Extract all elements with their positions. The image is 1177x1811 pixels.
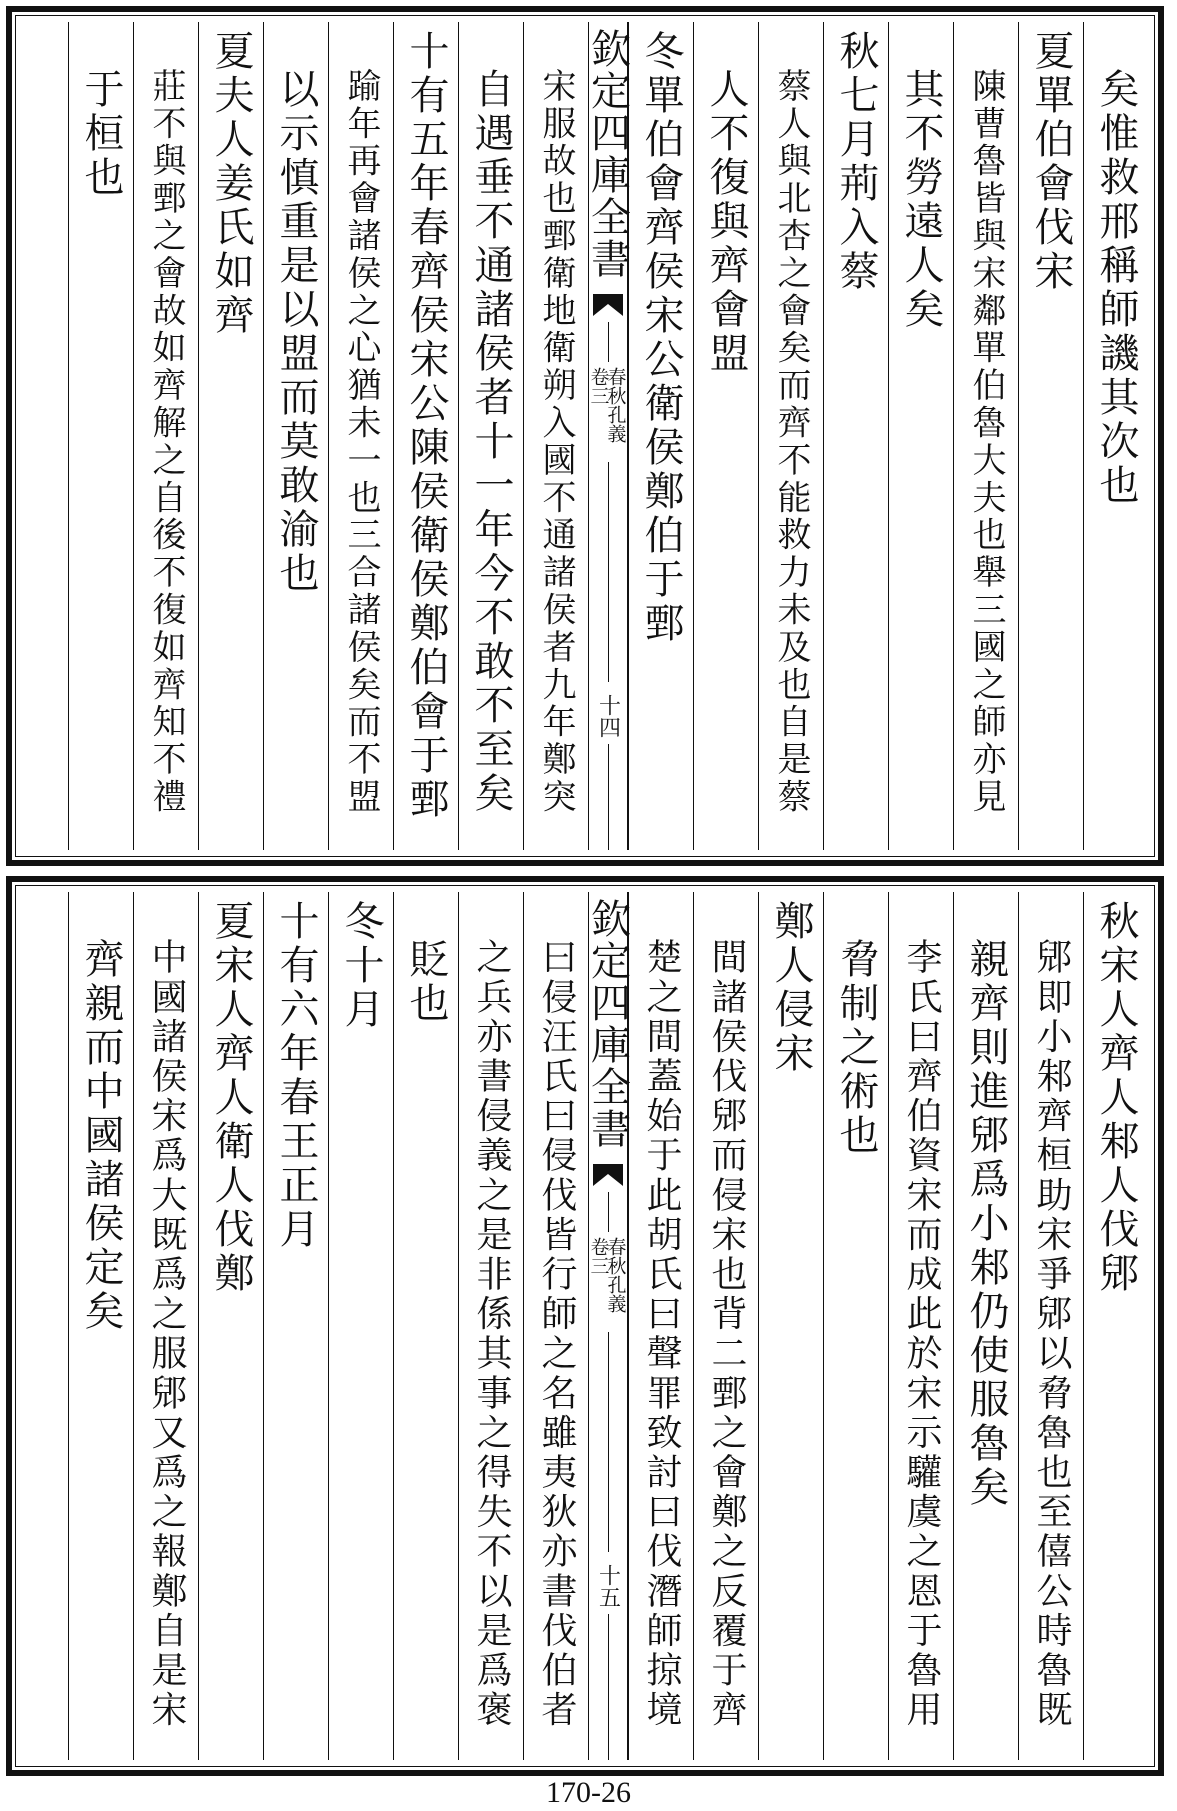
text-column bbox=[393, 892, 458, 1760]
commentary-text: 矣惟救邢稱師譏其次也 bbox=[1093, 68, 1139, 508]
text-column bbox=[1083, 22, 1148, 850]
text-column bbox=[68, 22, 133, 850]
commentary-text: 其不勞遠人矣 bbox=[898, 68, 944, 332]
center-rule bbox=[608, 1332, 609, 1552]
commentary-text: 曰侵汪氏曰侵伐皆行師之名雖夷狄亦書伐伯者 bbox=[536, 938, 577, 1730]
center-rule bbox=[608, 744, 609, 850]
text-column bbox=[953, 892, 1018, 1760]
commentary-text: 于桓也 bbox=[78, 68, 124, 200]
commentary-text: 齊親而中國諸侯定矣 bbox=[78, 938, 124, 1334]
text-column bbox=[1018, 22, 1083, 850]
text-column bbox=[628, 22, 693, 850]
center-rule bbox=[608, 322, 609, 362]
text-column bbox=[693, 22, 758, 850]
text-column bbox=[1018, 892, 1083, 1760]
commentary-text: 中國諸侯宋爲大既爲之服郳又爲之報鄭自是宋 bbox=[146, 938, 187, 1730]
text-column bbox=[758, 22, 823, 850]
classic-text: 冬單伯會齊侯宋公衛侯鄭伯于鄄 bbox=[638, 30, 684, 646]
classic-text: 夏宋人齊人衛人伐鄭 bbox=[208, 900, 254, 1296]
text-column bbox=[198, 22, 263, 850]
commentary-text: 間諸侯伐郳而侵宋也背二鄄之會鄭之反覆于齊 bbox=[706, 938, 747, 1730]
text-column bbox=[133, 22, 198, 850]
text-column bbox=[68, 892, 133, 1760]
commentary-text: 人不復與齊會盟 bbox=[703, 68, 749, 376]
commentary-text: 宋服故也鄄衛地衛朔入國不通諸侯者九年鄭突 bbox=[536, 68, 576, 816]
series-title: 欽定四庫全書 bbox=[584, 28, 631, 280]
classic-text: 夏單伯會伐宋 bbox=[1028, 30, 1074, 294]
classic-text: 鄭人侵宋 bbox=[768, 900, 814, 1076]
text-column bbox=[823, 22, 888, 850]
commentary-text: 親齊則進郳爲小邾仍使服魯矣 bbox=[963, 938, 1009, 1510]
text-column bbox=[133, 892, 198, 1760]
work-title: 春秋孔義 bbox=[604, 367, 627, 443]
center-header-column bbox=[584, 22, 631, 850]
work-title: 春秋孔義 bbox=[604, 1237, 627, 1313]
text-column bbox=[393, 22, 458, 850]
lower-page bbox=[6, 876, 1164, 1776]
text-column bbox=[328, 892, 393, 1760]
commentary-text: 郳即小邾齊桓助宋爭郳以脅魯也至僖公時魯既 bbox=[1031, 938, 1072, 1730]
center-rule bbox=[608, 1192, 609, 1232]
folio-number: 十四 bbox=[595, 694, 621, 738]
text-column bbox=[758, 892, 823, 1760]
commentary-text: 莊不與鄄之會故如齊解之自後不復如齊知不禮 bbox=[146, 68, 186, 816]
text-column bbox=[1083, 892, 1148, 1760]
commentary-text: 脅制之術也 bbox=[833, 938, 879, 1158]
commentary-text: 之兵亦書侵義之是非係其事之得失不以是爲褒 bbox=[471, 938, 512, 1730]
fishtail-mark-icon bbox=[593, 294, 623, 320]
text-column bbox=[823, 892, 888, 1760]
upper-text-columns bbox=[22, 22, 1148, 850]
text-column bbox=[693, 892, 758, 1760]
folio-number: 十五 bbox=[595, 1564, 621, 1608]
text-column bbox=[263, 892, 328, 1760]
classic-text: 十有五年春齊侯宋公陳侯衛侯鄭伯會于鄄 bbox=[403, 30, 449, 822]
center-rule bbox=[608, 462, 609, 682]
classic-text: 夏夫人姜氏如齊 bbox=[208, 30, 254, 338]
text-column bbox=[263, 22, 328, 850]
upper-page bbox=[6, 6, 1164, 866]
commentary-text: 蔡人與北杏之會矣而齊不能救力未及也自是蔡 bbox=[771, 68, 811, 816]
text-column bbox=[523, 892, 588, 1760]
commentary-text: 陳曹魯皆與宋鄰單伯魯大夫也舉三國之師亦見 bbox=[966, 68, 1006, 816]
commentary-text: 踰年再會諸侯之心猶未一也三合諸侯矣而不盟 bbox=[341, 68, 381, 816]
text-column bbox=[888, 22, 953, 850]
text-column bbox=[523, 22, 588, 850]
text-column bbox=[458, 22, 523, 850]
text-column bbox=[628, 892, 693, 1760]
text-column bbox=[458, 892, 523, 1760]
commentary-text: 以示慎重是以盟而莫敢渝也 bbox=[273, 68, 319, 596]
classic-text: 秋宋人齊人邾人伐郳 bbox=[1093, 900, 1139, 1296]
text-column bbox=[953, 22, 1018, 850]
text-column bbox=[328, 22, 393, 850]
commentary-text: 李氏曰齊伯資宋而成此於宋示驩虞之恩于魯用 bbox=[901, 938, 942, 1730]
text-column bbox=[888, 892, 953, 1760]
series-title: 欽定四庫全書 bbox=[584, 898, 631, 1150]
classic-text: 秋七月荊入蔡 bbox=[833, 30, 879, 294]
text-column bbox=[198, 892, 263, 1760]
commentary-text: 貶也 bbox=[403, 938, 449, 1026]
commentary-text: 楚之間蓋始于此胡氏曰聲罪致討曰伐潛師掠境 bbox=[641, 938, 682, 1730]
commentary-text: 自遇垂不通諸侯者十一年今不敢不至矣 bbox=[468, 68, 514, 816]
center-header-column bbox=[584, 892, 631, 1760]
volume-label: 卷三 bbox=[587, 367, 610, 405]
classic-text: 十有六年春王正月 bbox=[273, 900, 319, 1252]
classic-text: 冬十月 bbox=[338, 900, 384, 1032]
lower-text-columns bbox=[22, 892, 1148, 1760]
volume-label: 卷三 bbox=[587, 1237, 610, 1275]
fishtail-mark-icon bbox=[593, 1164, 623, 1190]
page-number: 170-26 bbox=[546, 1776, 631, 1809]
center-rule bbox=[608, 1614, 609, 1760]
